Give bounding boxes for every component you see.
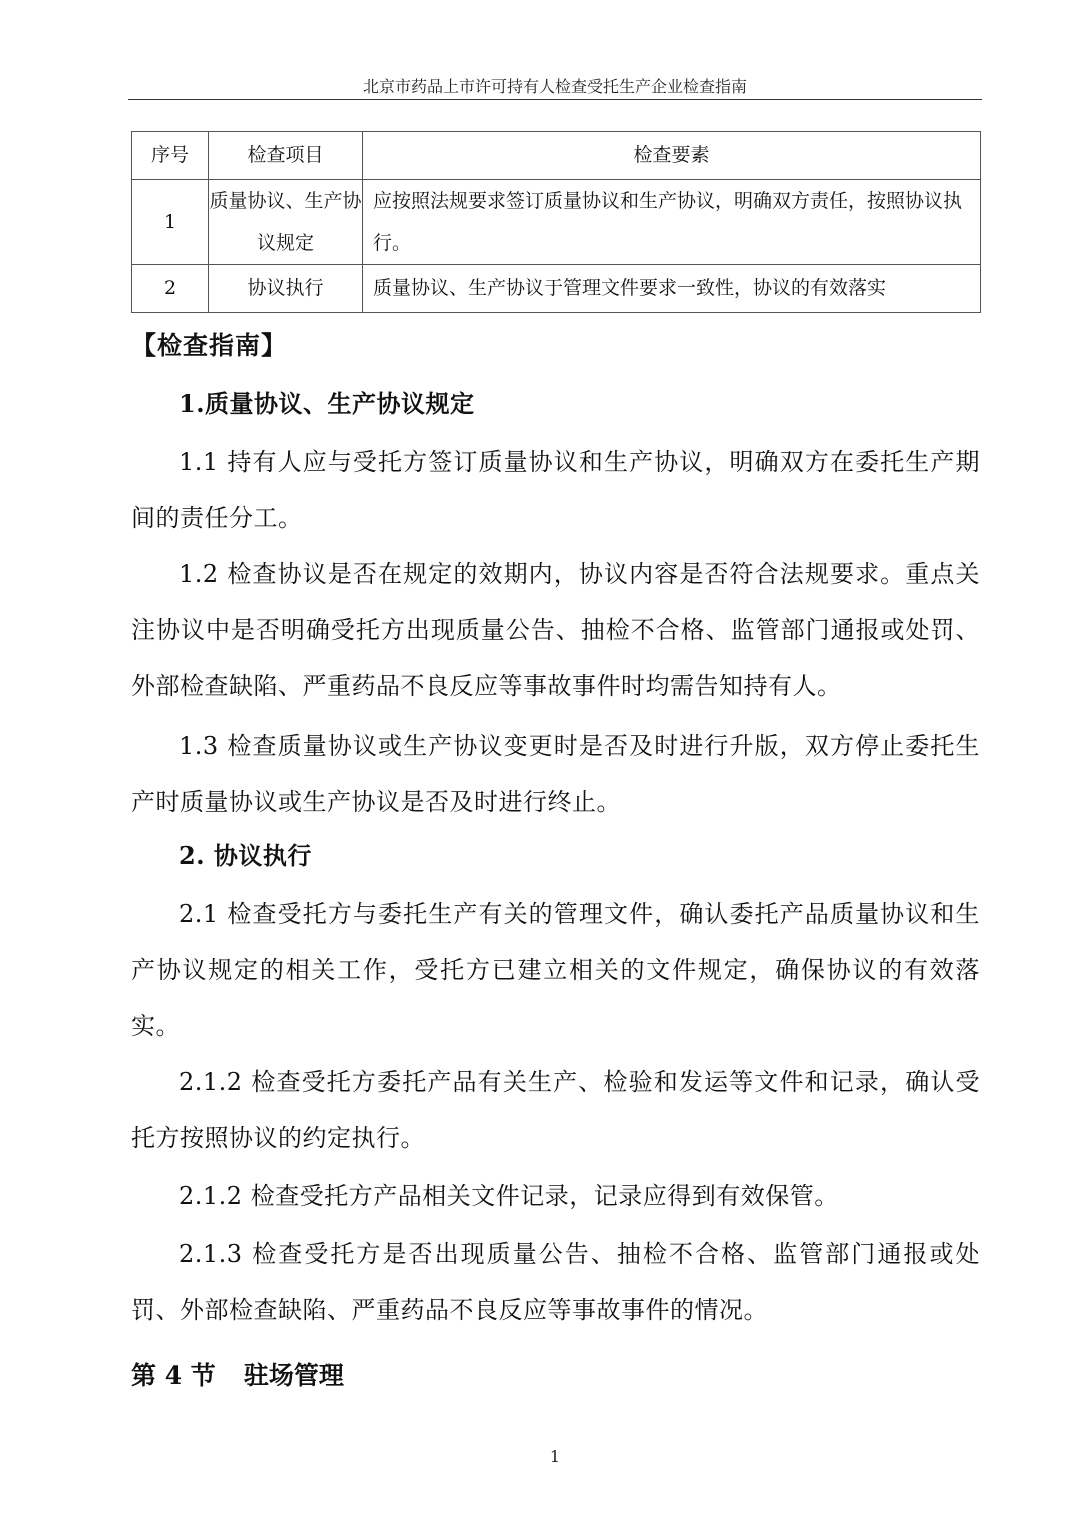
- paragraph-2-1: 2.1 检查受托方与委托生产有关的管理文件，确认委托产品质量协议和生产协议规定的相关工作，受托方已建立相关的文件规定，确保协议的有效落实。: [131, 900, 980, 1040]
- table-header-row: [132, 132, 981, 180]
- paragraph-2-1-2a: 2.1.2 检查受托方委托产品有关生产、检验和发运等文件和记录，确认受托方按照协议的约定执行。: [131, 1068, 980, 1152]
- paragraph-1-3: 1.3 检查质量协议或生产协议变更时是否及时进行升版，双方停止委托生产时质量协议或生产协议是否及时进行终止。: [131, 732, 980, 816]
- cell-element: 质量协议、生产协议于管理文件要求一致性，协议的有效落实: [363, 265, 981, 313]
- header-divider: [128, 99, 982, 100]
- cell-element: 应按照法规要求签订质量协议和生产协议，明确双方责任，按照协议执行。: [363, 180, 981, 265]
- document-header-title: 北京市药品上市许可持有人检查受托生产企业检查指南: [362, 77, 747, 96]
- page-number: 1: [549, 1447, 561, 1466]
- guide-section-title: 【检查指南】: [131, 331, 288, 360]
- chapter-number: 第 4 节: [131, 1361, 216, 1390]
- cell-number: 2: [132, 265, 209, 313]
- table-row: [132, 265, 981, 313]
- cell-item: 协议执行: [209, 265, 363, 313]
- chapter-heading: [131, 1356, 344, 1396]
- inspection-requirements-table: [131, 131, 981, 313]
- table-row: [132, 180, 981, 265]
- chapter-title: 驻场管理: [243, 1361, 344, 1390]
- cell-number: 1: [132, 180, 209, 265]
- paragraph-1-2: 1.2 检查协议是否在规定的效期内，协议内容是否符合法规要求。重点关注协议中是否明确受托方出现质量公告、抽检不合格、监管部门通报或处罚、外部检查缺陷、严重药品不良反应等事故事件时均需告知持有人。: [131, 560, 980, 700]
- section-1-heading: 1.质量协议、生产协议规定: [179, 389, 475, 418]
- cell-item: 质量协议、生产协议规定: [209, 180, 363, 265]
- header-cell-item: 检查项目: [209, 132, 363, 180]
- header-cell-element: 检查要素: [363, 132, 981, 180]
- section-2-heading: 2. 协议执行: [179, 841, 312, 870]
- header-cell-number: 序号: [132, 132, 209, 180]
- paragraph-2-1-2b: 2.1.2 检查受托方产品相关文件记录，记录应得到有效保管。: [179, 1182, 839, 1210]
- paragraph-1-1: 1.1 持有人应与受托方签订质量协议和生产协议，明确双方在委托生产期间的责任分工。: [131, 448, 980, 532]
- paragraph-2-1-3: 2.1.3 检查受托方是否出现质量公告、抽检不合格、监管部门通报或处罚、外部检查缺陷、严重药品不良反应等事故事件的情况。: [131, 1240, 980, 1324]
